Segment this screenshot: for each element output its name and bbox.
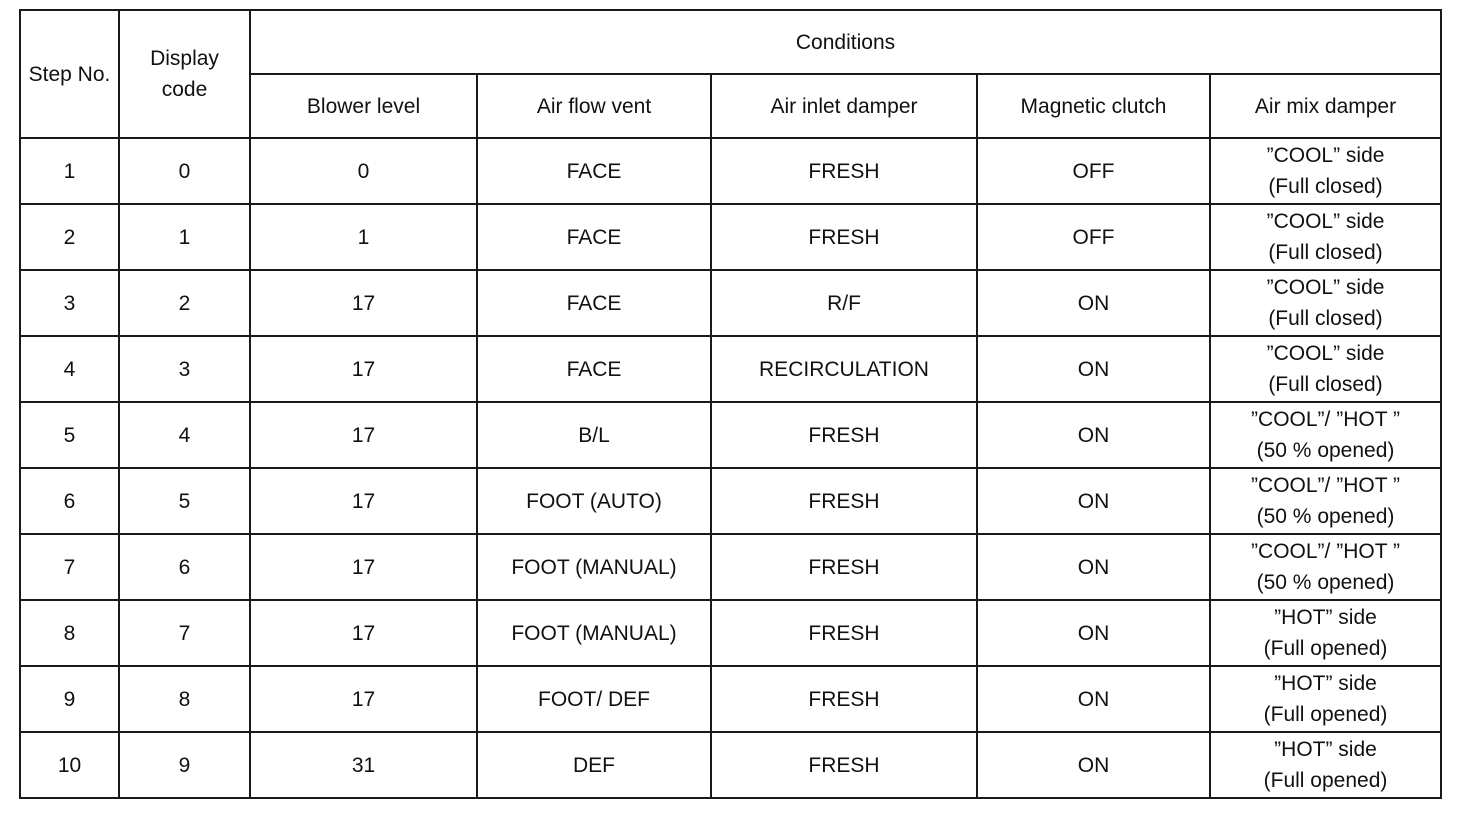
table-row	[20, 270, 1441, 336]
air-mix-damper-line2: (Full closed)	[1268, 241, 1383, 264]
blower-level-cell: 17	[250, 402, 477, 468]
step-cell: 10	[20, 732, 119, 798]
magnetic-clutch-cell: ON	[977, 732, 1210, 798]
air-mix-damper-cell	[1210, 534, 1441, 600]
air-mix-damper-header: Air mix damper	[1210, 74, 1441, 138]
air-mix-damper-line2: (50 % opened)	[1256, 439, 1395, 462]
air-mix-damper-cell	[1210, 270, 1441, 336]
air-inlet-damper-cell: R/F	[711, 270, 977, 336]
air-mix-damper-line2: (50 % opened)	[1256, 571, 1395, 594]
air-flow-vent-cell: FOOT (MANUAL)	[477, 600, 711, 666]
air-mix-damper-line1: ”COOL” side	[1266, 210, 1385, 233]
magnetic-clutch-cell: ON	[977, 534, 1210, 600]
air-flow-vent-cell: DEF	[477, 732, 711, 798]
air-flow-vent-cell: FACE	[477, 336, 711, 402]
header-row-top	[20, 10, 1441, 74]
magnetic-clutch-cell: ON	[977, 468, 1210, 534]
air-mix-damper-cell	[1210, 204, 1441, 270]
blower-level-header: Blower level	[250, 74, 477, 138]
air-inlet-damper-cell: FRESH	[711, 138, 977, 204]
air-inlet-damper-cell: FRESH	[711, 600, 977, 666]
step-cell: 1	[20, 138, 119, 204]
step-cell: 5	[20, 402, 119, 468]
blower-level-cell: 17	[250, 534, 477, 600]
air-inlet-damper-cell: FRESH	[711, 534, 977, 600]
magnetic-clutch-header: Magnetic clutch	[977, 74, 1210, 138]
air-flow-vent-cell: FOOT (MANUAL)	[477, 534, 711, 600]
display-code-cell: 1	[119, 204, 250, 270]
display-code-header	[119, 10, 250, 138]
air-mix-damper-line2: (Full opened)	[1263, 703, 1388, 726]
display-code-cell: 4	[119, 402, 250, 468]
air-mix-damper-line1: ”COOL”/ ”HOT ”	[1251, 474, 1400, 497]
air-flow-vent-cell: FOOT/ DEF	[477, 666, 711, 732]
table-container	[19, 9, 1442, 799]
blower-level-cell: 17	[250, 468, 477, 534]
air-flow-vent-cell: B/L	[477, 402, 711, 468]
air-flow-vent-cell: FOOT (AUTO)	[477, 468, 711, 534]
air-mix-damper-line1: ”HOT” side	[1274, 738, 1377, 761]
air-mix-damper-line2: (Full closed)	[1268, 373, 1383, 396]
conditions-header: Conditions	[250, 10, 1441, 74]
blower-level-cell: 31	[250, 732, 477, 798]
air-mix-damper-cell	[1210, 336, 1441, 402]
magnetic-clutch-cell: OFF	[977, 138, 1210, 204]
air-mix-damper-line1: ”HOT” side	[1274, 672, 1377, 695]
display-code-header-line2: code	[161, 78, 208, 101]
table-row	[20, 534, 1441, 600]
step-cell: 9	[20, 666, 119, 732]
table-row	[20, 402, 1441, 468]
step-cell: 4	[20, 336, 119, 402]
air-mix-damper-line1: ”COOL”/ ”HOT ”	[1251, 408, 1400, 431]
magnetic-clutch-cell: ON	[977, 336, 1210, 402]
air-flow-vent-header: Air flow vent	[477, 74, 711, 138]
air-mix-damper-line1: ”COOL” side	[1266, 342, 1385, 365]
display-code-cell: 3	[119, 336, 250, 402]
air-mix-damper-line2: (50 % opened)	[1256, 505, 1395, 528]
air-mix-damper-line2: (Full opened)	[1263, 769, 1388, 792]
magnetic-clutch-cell: ON	[977, 270, 1210, 336]
magnetic-clutch-cell: OFF	[977, 204, 1210, 270]
display-code-cell: 5	[119, 468, 250, 534]
step-cell: 2	[20, 204, 119, 270]
air-mix-damper-line1: ”COOL” side	[1266, 276, 1385, 299]
step-cell: 7	[20, 534, 119, 600]
blower-level-cell: 0	[250, 138, 477, 204]
air-inlet-damper-cell: RECIRCULATION	[711, 336, 977, 402]
table-row	[20, 336, 1441, 402]
air-inlet-damper-cell: FRESH	[711, 666, 977, 732]
air-inlet-damper-cell: FRESH	[711, 402, 977, 468]
blower-level-cell: 17	[250, 666, 477, 732]
air-inlet-damper-cell: FRESH	[711, 204, 977, 270]
table-row	[20, 204, 1441, 270]
step-no-header: Step No.	[20, 10, 119, 138]
table-row	[20, 468, 1441, 534]
air-mix-damper-line2: (Full opened)	[1263, 637, 1388, 660]
air-mix-damper-cell	[1210, 468, 1441, 534]
air-mix-damper-line1: ”COOL”/ ”HOT ”	[1251, 540, 1400, 563]
conditions-table	[19, 9, 1442, 799]
magnetic-clutch-cell: ON	[977, 666, 1210, 732]
display-code-cell: 8	[119, 666, 250, 732]
magnetic-clutch-cell: ON	[977, 402, 1210, 468]
table-row	[20, 732, 1441, 798]
air-mix-damper-cell	[1210, 402, 1441, 468]
step-cell: 6	[20, 468, 119, 534]
display-code-cell: 0	[119, 138, 250, 204]
magnetic-clutch-cell: ON	[977, 600, 1210, 666]
air-mix-damper-cell	[1210, 732, 1441, 798]
blower-level-cell: 17	[250, 600, 477, 666]
table-row	[20, 600, 1441, 666]
air-mix-damper-line1: ”HOT” side	[1274, 606, 1377, 629]
step-cell: 3	[20, 270, 119, 336]
air-flow-vent-cell: FACE	[477, 204, 711, 270]
step-cell: 8	[20, 600, 119, 666]
air-mix-damper-cell	[1210, 600, 1441, 666]
air-mix-damper-line1: ”COOL” side	[1266, 144, 1385, 167]
air-mix-damper-cell	[1210, 138, 1441, 204]
air-flow-vent-cell: FACE	[477, 138, 711, 204]
air-flow-vent-cell: FACE	[477, 270, 711, 336]
display-code-cell: 6	[119, 534, 250, 600]
air-inlet-damper-cell: FRESH	[711, 468, 977, 534]
display-code-cell: 9	[119, 732, 250, 798]
air-mix-damper-line2: (Full closed)	[1268, 307, 1383, 330]
display-code-cell: 2	[119, 270, 250, 336]
air-inlet-damper-header: Air inlet damper	[711, 74, 977, 138]
blower-level-cell: 17	[250, 336, 477, 402]
blower-level-cell: 17	[250, 270, 477, 336]
table-row	[20, 138, 1441, 204]
display-code-cell: 7	[119, 600, 250, 666]
table-row	[20, 666, 1441, 732]
blower-level-cell: 1	[250, 204, 477, 270]
air-mix-damper-line2: (Full closed)	[1268, 175, 1383, 198]
air-inlet-damper-cell: FRESH	[711, 732, 977, 798]
air-mix-damper-cell	[1210, 666, 1441, 732]
display-code-header-line1: Display	[150, 47, 219, 70]
